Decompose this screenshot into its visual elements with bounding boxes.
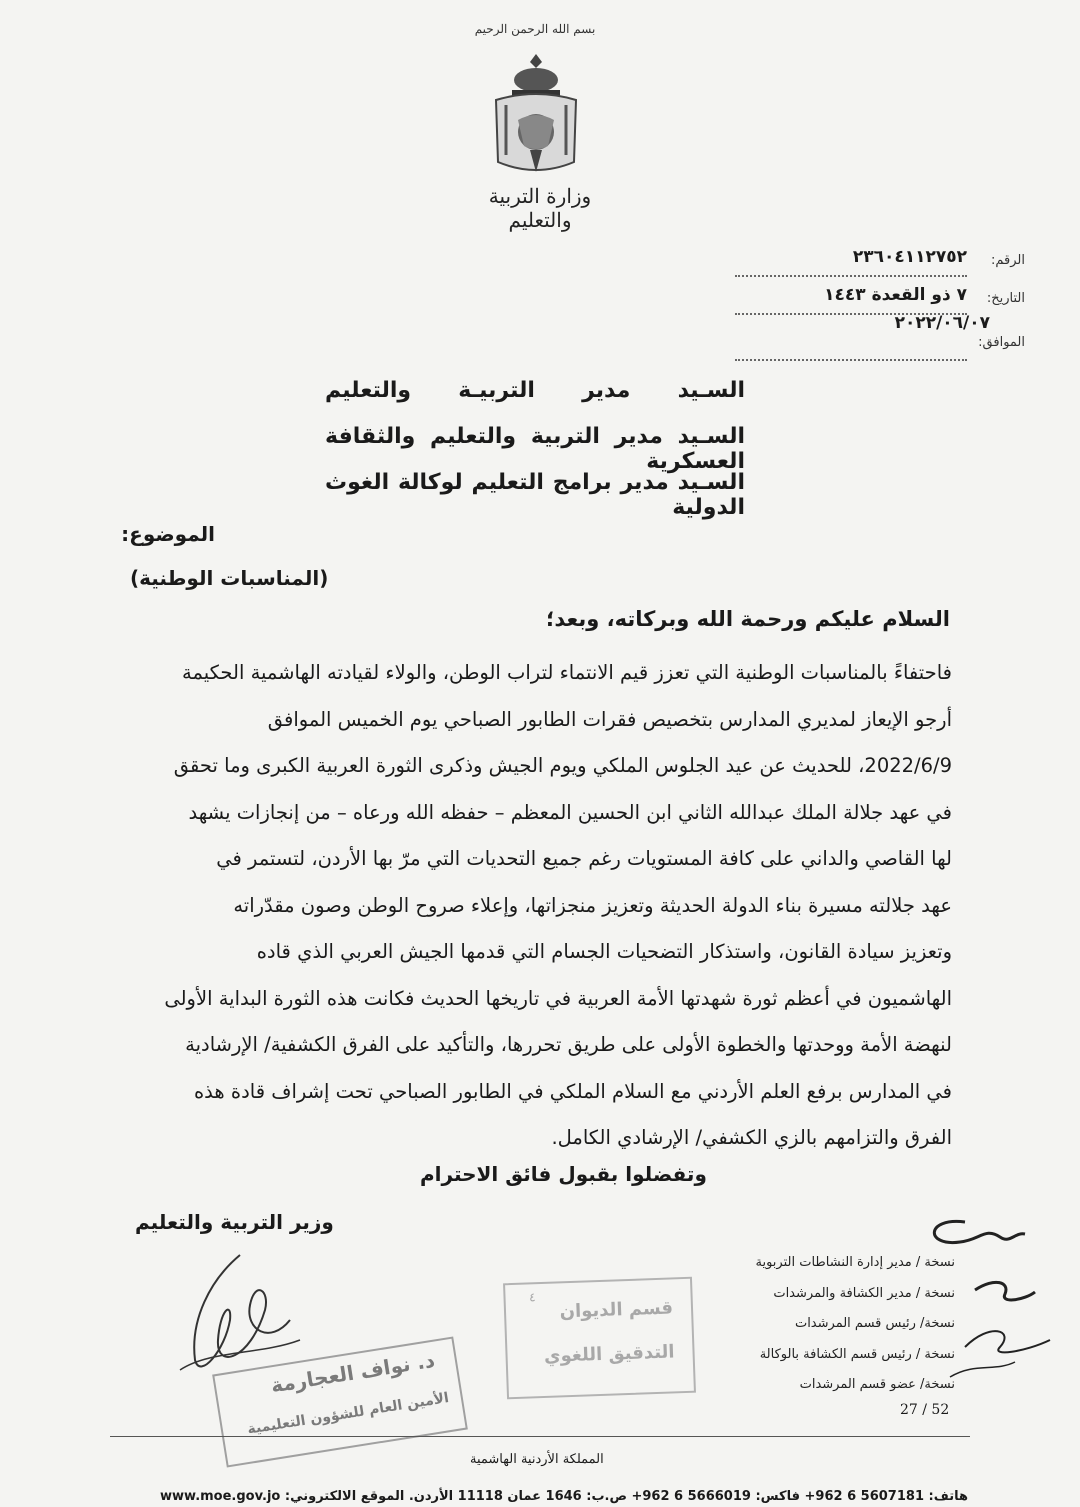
body-line: فاحتفاءً بالمناسبات الوطنية التي تعزز قيم الانتماء لتراب الوطن، والولاء لقيادته الهاشمية الحكيمة (182, 661, 952, 684)
copy-item: نسخة / مدير الكشافة والمرشدات (773, 1285, 955, 1301)
basmala: بسم الله الرحمن الرحيم (474, 22, 596, 36)
gregorian-date: ٢٠٢٢/٠٦/٠٧ (894, 313, 990, 333)
body-line: في عهد جلالة الملك عبدالله الثاني ابن الحسين المعظم – حفظه الله ورعاه – من إنجازات يشهد (188, 800, 952, 824)
signatory-title: وزير التربية والتعليم (135, 1210, 334, 1234)
copy-item: نسخة/ عضو قسم المرشدات (799, 1377, 955, 1392)
diwan-stamp-number: ٤ (528, 1290, 536, 1305)
diwan-stamp-title: قسم الديوان (559, 1297, 674, 1323)
contact-footer: هاتف: 5607181 6 962+ فاكس: 5666019 6 962+ ص.ب: 1646 عمان 11118 الأردن. الموقع الالكتروني: www.moe.gov.jo (160, 1489, 968, 1504)
reference-number-row (735, 245, 1025, 283)
stamp-name: د. نواف العجارمة (269, 1347, 437, 1398)
body-line: 2022/6/9، للحديث عن عيد الجلوس الملكي ويوم الجيش وذكرى الثورة العربية الكبرى وما تحقق (173, 754, 952, 777)
reference-block (735, 245, 1025, 359)
kingdom-name: المملكة الأردنية الهاشمية (470, 1452, 604, 1467)
body-line: لنهضة الأمة ووحدتها والخطوة الأولى على طريق تحررها، والتأكيد على الفرق الكشفية/ الإرشادية (185, 1033, 952, 1056)
audit-stamp-text: التدقيق اللغوي (543, 1341, 675, 1367)
stamp-title: الأمين العام للشؤون التعليمية (246, 1390, 450, 1438)
addressee-3: السـيد مدير برامج التعليم لوكالة الغوث الدولية (325, 470, 745, 520)
subject-value: (المناسبات الوطنية) (130, 566, 329, 590)
greeting: السلام عليكم ورحمة الله وبركاته، وبعد؛ (545, 607, 950, 631)
hijri-date: ٧ ذو القعدة ١٤٤٣ (824, 285, 967, 305)
letter-body (130, 650, 952, 1162)
body-line: وتعزيز سيادة القانون، واستذكار التضحيات الجسام التي قدمها الجيش العربي الذي قاده (256, 940, 952, 963)
copy-item: نسخة / مدير إدارة النشاطات التربوية (755, 1255, 955, 1270)
dotted-line (735, 359, 967, 361)
addressee-1: السـيد مدير التربيـة والتعليم (325, 378, 745, 403)
dotted-line (735, 275, 967, 277)
body-line: عهد جلالته مسيرة بناء الدولة الحديثة وتعزيز منجزاتها، وإعلاء صروح الوطن وصون مقدّراته (233, 893, 952, 917)
ministry-name: وزارة التربية والتعليم (488, 184, 592, 232)
copy-item: نسخة / رئيس قسم الكشافة بالوكالة (759, 1346, 955, 1362)
jordan-crest-icon (486, 50, 586, 180)
date-label: التاريخ: (986, 291, 1025, 306)
footer-divider (110, 1436, 970, 1437)
body-line: في المدارس برفع العلم الأردني مع السلام الملكي في الطابور الصباحي تحت إشراف قادة هذه (193, 1079, 952, 1103)
body-line: الفرق والتزامهم بالزي الكشفي/ الإرشادي الكامل. (551, 1126, 952, 1149)
copy-item: نسخة/ رئيس قسم المرشدات (794, 1316, 955, 1331)
reference-number-label: الرقم: (991, 253, 1025, 268)
reference-number: ٢٣٦٠٤١١٢٧٥٢ (852, 247, 967, 267)
corresponding-label: الموافق: (978, 335, 1025, 350)
diwan-stamp (503, 1277, 696, 1400)
body-line: لها القاصي والداني على كافة المستويات رغم جميع التحديات التي مرّ بها الأردن، لتستمر في (216, 847, 952, 870)
page-number: 27 / 52 (900, 1402, 950, 1418)
addressee-2: السـيد مدير التربية والتعليم والثقافة العسكرية (325, 424, 745, 474)
body-line: الهاشميون في أعظم ثورة شهدتها الأمة العربية في تاريخها الحديث فكانت هذه الثورة البداية الأولى (164, 986, 952, 1010)
body-line: أرجو الإيعاز لمديري المدارس بتخصيص فقرات الطابور الصباحي يوم الخميس الموافق (267, 707, 952, 731)
closing: وتفضلوا بقبول فائق الاحترام (420, 1162, 707, 1186)
subject-label: الموضوع: (121, 522, 215, 546)
